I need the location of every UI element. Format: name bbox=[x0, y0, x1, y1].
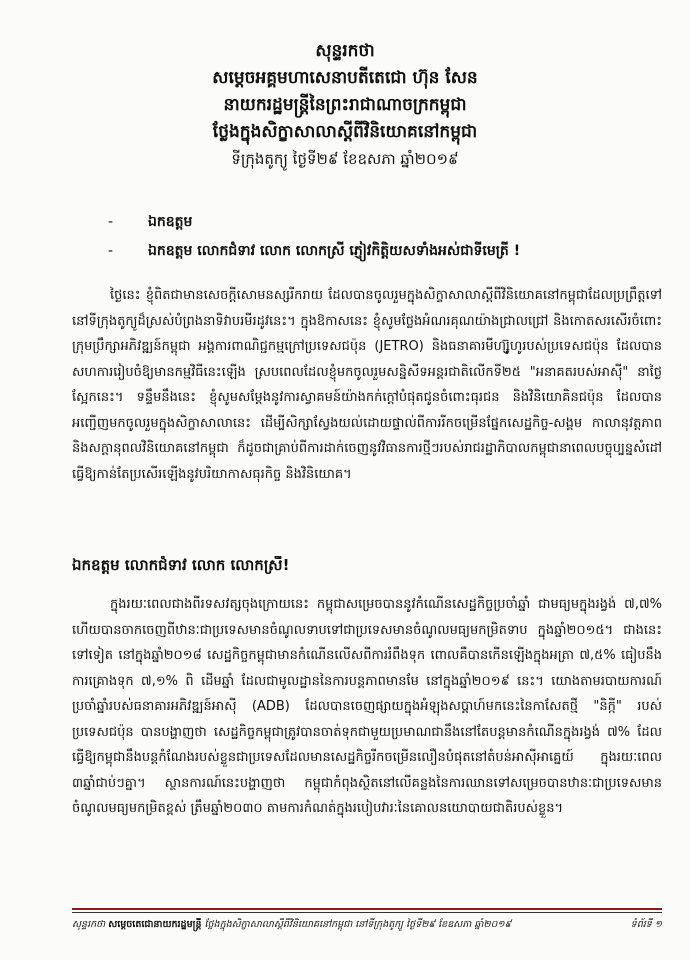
title-speech-label: សុន្ទរកថា bbox=[315, 41, 375, 61]
footer-prefix: សុន្ទរកថា bbox=[72, 919, 109, 930]
section-salutation-heading: ឯកឧត្តម លោកជំទាវ លោក លោកស្រី! bbox=[72, 556, 290, 574]
salutation-text: ឯកឧត្តម bbox=[148, 214, 193, 230]
speech-title-block bbox=[0, 38, 690, 173]
salutation-1 bbox=[108, 212, 668, 233]
title-position: នាយករដ្ឋមន្រ្តីនៃព្រះរាជាណាចក្រកម្ពុជា bbox=[223, 95, 467, 115]
salutation-dash: - bbox=[108, 243, 114, 259]
footer-text: ថ្លែងក្នុងសិក្ខាសាលាស្តីពីវិនិយោគនៅកម្ពុជា នៅទីក្រុងតូក្យូ ថ្ងៃទី២៩ ខែឧសភា ឆ្នាំ២០១៩ bbox=[201, 919, 512, 930]
paragraph-opening: ថ្ងៃនេះ ខ្ញុំពិតជាមានសេចក្តីសោមនស្សរីករាយ ដែលបានចូលរួមក្នុងសិក្ខាសាលាស្តីពីវិនិយោគនៅកម្ពុជាដែលប្រព្រឹត្តទៅនៅទីក្រុងតូក្យូដ៏ស្រស់បំព្រងនាទិវាបរមីរដូវនេះ។ ក្នុងឱកាសនេះ ខ្ញុំសូមថ្លែងអំណរគុណយ៉ាងជ្រាលជ្រៅ និងកោតសរសើរចំពោះក្រុមប្រឹក្សាអភិវឌ្ឍន៍កម្ពុជា អង្គការពាណិជ្ជកម្មក្រៅប្រទេសជប៉ុន (JETRO) និងធនាគារមីហ្ស៊ូហូរបស់ប្រទេសជប៉ុន ដែលបានសហការរៀបចំឱ្យមានកម្មវិធីនេះឡើង ស្របពេលដែលខ្ញុំមកចូលរួមសន្និសីទអន្តរជាតិលើកទី២៥ "អនាគតរបស់អាស៊ី" នាថ្ងៃស្អែកនេះ។ ទន្ទឹមនឹងនេះ ខ្ញុំសូមសម្តែងនូវការស្វាគមន៍យ៉ាងកក់ក្តៅបំផុតជូនចំពោះធុរជន និងវិនិយោគិនជប៉ុន ដែលបានអញ្ជើញមកចូលរួមក្នុងសិក្ខាសាលានេះ ដើម្បីសិក្សាស្វែងយល់ដោយផ្ទាល់ពីការរីកចម្រើនផ្នែកសេដ្ឋកិច្ច-សង្គម កាលានុវត្តភាព និងសក្តានុពលវិនិយោគនៅកម្ពុជា ក៏ដូចជាគ្រាប់ពីការដាក់ចេញនូវវិធានការថ្មីៗរបស់រាជរដ្ឋាភិបាលកម្ពុជានាពេលបច្ចុប្បន្នសំដៅធ្វើឱ្យកាន់តែប្រសើរឡើងនូវបរិយាកាសធុរកិច្ច និងវិនិយោគ។ bbox=[72, 288, 662, 482]
paragraph-economy: ក្នុងរយៈពេលជាងពីរទសវត្សចុងក្រោយនេះ កម្ពុជាសម្រេចបាននូវកំណើនសេដ្ឋកិច្ចប្រចាំឆ្នាំ ជាមធ្យមក្នុងរង្វង់ ៧,៧% ហើយបានចាកចេញពីឋានៈជាប្រទេសមានចំណូលទាបទៅជាប្រទេសមានចំណូលមធ្យមកម្រិតទាប ក្នុងឆ្នាំ២០១៥។ ជាងនេះទៅទៀត នៅក្នុងឆ្នាំ២០១៨ សេដ្ឋកិច្ចកម្ពុជាមានកំណើនលើសពីការរំពឹងទុក ពោលគឺបានកើនឡើងក្នុងអត្រា ៧,៥% ធៀបនឹងការគ្រោងទុក ៧,១% ពិ ដើមឆ្នាំ ដែលជាមូលដ្ឋាននៃការបន្តភាពមានមែ នៅក្នុងឆ្នាំ២០១៩ នេះ។ យោងតាមរបាយការណ៍ប្រចាំឆ្នាំរបស់ធនាគារអភិវឌ្ឍន៍អាស៊ី (ADB) ដែលបានចេញផ្សាយក្នុងអំឡុងសប្តាហ៍មកនេះនៃកាសែតថ្មី "និក្កី" របស់ប្រទេសជប៉ុន បានបង្ហាញថា សេដ្ឋកិច្ចកម្ពុជាត្រូវបានចាត់ទុកជាមួយប្រមាណជានឹងនៅតែបន្តមានកំណើនក្នុងរង្វង់ ៧% ដែលធ្វើឱ្យកម្ពុជានឹងបន្តកំណែងរបស់ខ្លួនជាប្រទេសដែលមានសេដ្ឋកិច្ចរីកចម្រើនលឿនបំផុតនៅតំបន់អាស៊ីអាគ្នេយ៍ ក្នុងរយៈពេល ៣ឆ្នាំជាប់ៗគ្នា។ ស្ថានការណ៍នេះបង្ហាញថា កម្ពុជាកំពុងស្ថិតនៅលើគន្លងនៃការឈានទៅសម្រេចបានឋានៈជាប្រទេសមានចំណូលមធ្យមកម្រិតខ្ពស់ ត្រឹមឆ្នាំ២០៣០ តាមការកំណត់ក្នុងរបៀបវារៈនៃគោលនយោបាយជាតិរបស់ខ្លួន។ bbox=[72, 597, 662, 816]
salutation-2 bbox=[108, 241, 668, 262]
footer-divider-thin bbox=[72, 912, 662, 913]
page-number: ទំព័រទី ១ bbox=[630, 919, 662, 930]
title-event: ថ្លែងក្នុងសិក្ខាសាលាស្តីពីវិនិយោគនៅកម្ពុជា bbox=[212, 122, 478, 142]
salutation-dash: - bbox=[108, 214, 114, 230]
footer-bold: សម្តេចតេជោនាយករដ្ឋមន្ត្រី bbox=[108, 919, 202, 930]
page-footer bbox=[72, 918, 662, 932]
title-date-location: ទីក្រុងតូក្យូ ថ្ងៃទី២៩ ខែឧសភា ឆ្នាំ២០១៩ bbox=[231, 150, 459, 168]
salutation-text: ឯកឧត្តម លោកជំទាវ លោក លោកស្រី ភ្ញៀវកិត្តិយសទាំងអស់ជាទីមេត្រី ! bbox=[148, 243, 521, 259]
footer-divider bbox=[72, 908, 662, 910]
title-speaker: សម្តេចអគ្គមហាសេនាបតីតេជោ ហ៊ុន សែន bbox=[212, 68, 478, 88]
